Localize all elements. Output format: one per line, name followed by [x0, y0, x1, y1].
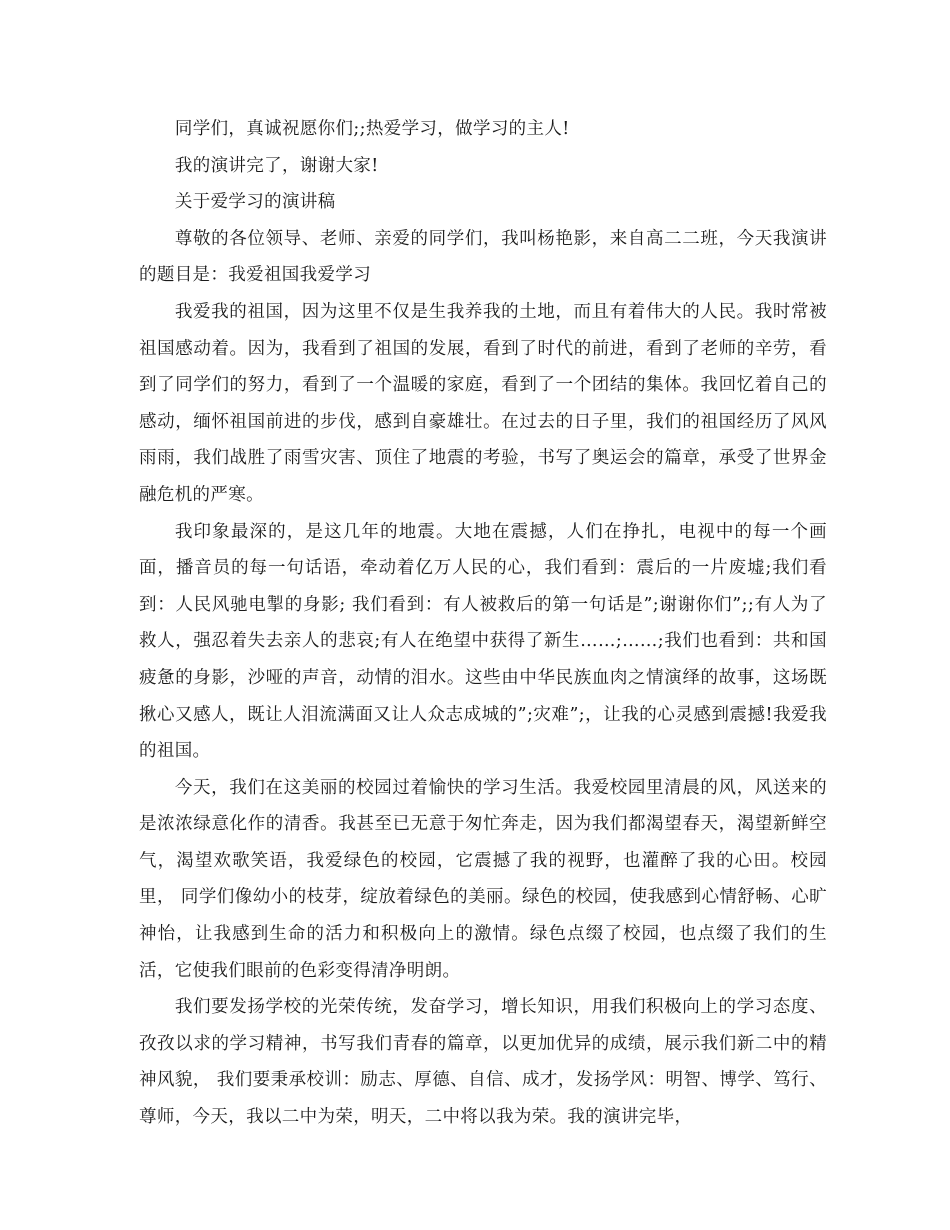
document-body	[139, 111, 827, 1136]
paragraph-title: 关于爱学习的演讲稿	[174, 192, 336, 213]
paragraph-closing-wish: 同学们，真诚祝愿你们;;热爱学习，做学习的主人!	[174, 119, 570, 139]
paragraph-campus: 今天，我们在这美丽的校园过着愉快的学习生活。我爱校园里清晨的风，风送来的是浓浓绿意化作的清香。我甚至已无意于匆忙奔走，因为我们都渴望春天，渴望新鲜空气，渴望欢歌笑语，我爱绿色的校园，它震撼了我的视野，也灌醉了我的心田。校园里， 同学们像幼小的枝芽，绽放着绿色的美丽。绿色的校园，使我感到心情舒畅、心旷神怡，让我感到生命的活力和积极向上的激情。绿色点缀了校园，也点缀了我们的生活，它使我们眼前的色彩变得清净明朗。	[139, 777, 827, 981]
paragraph-thanks: 我的演讲完了，谢谢大家!	[174, 155, 379, 176]
paragraph-earthquake: 我印象最深的，是这几年的地震。大地在震撼，人们在挣扎，电视中的每一个画面，播音员的每一句话语，牵动着亿万人民的心，我们看到：震后的一片废墟;我们看到：人民风驰电掣的身影; 我们看到：有人被救后的第一句话是”;谢谢你们”;;有人为了救人，强忍着失去亲人的悲哀;有人在绝望中获得了新生……;……;我们也看到：共和国疲惫的身影，沙哑的声音，动情的泪水。这些由中华民族血肉之情演绎的故事，这场既揪心又感人，既让人泪流满面又让人众志成城的”;灾难”;，让我的心灵感到震撼!我爱我的祖国。	[139, 521, 827, 762]
paragraph-love-country: 我爱我的祖国，因为这里不仅是生我养我的土地，而且有着伟大的人民。我时常被祖国感动着。因为，我看到了祖国的发展，看到了时代的前进，看到了老师的辛劳，看到了同学们的努力，看到了一个温暖的家庭，看到了一个团结的集体。我回忆着自己的 感动，缅怀祖国前进的步伐，感到自豪雄壮。在过去的日子里，我们的祖国经历了风风雨雨，我们战胜了雨雪灾害、顶住了地震的考验，书写了奥运会的篇章，承受了世界金融危机的严寒。	[139, 301, 827, 505]
paragraph-tradition: 我们要发扬学校的光荣传统，发奋学习，增长知识，用我们积极向上的学习态度、孜孜以求的学习精神，书写我们青春的篇章，以更加优异的成绩，展示我们新二中的精神风貌， 我们要秉承校训：励志、厚德、自信、成才，发扬学风：明智、博学、笃行、尊师，今天，我以二中为荣，明天，二中将以我为荣。我的演讲完毕，	[139, 997, 827, 1128]
paragraph-greeting: 尊敬的各位领导、老师、亲爱的同学们，我叫杨艳影，来自高二二班，今天我演讲的题目是：我爱祖国我爱学习	[139, 228, 827, 286]
